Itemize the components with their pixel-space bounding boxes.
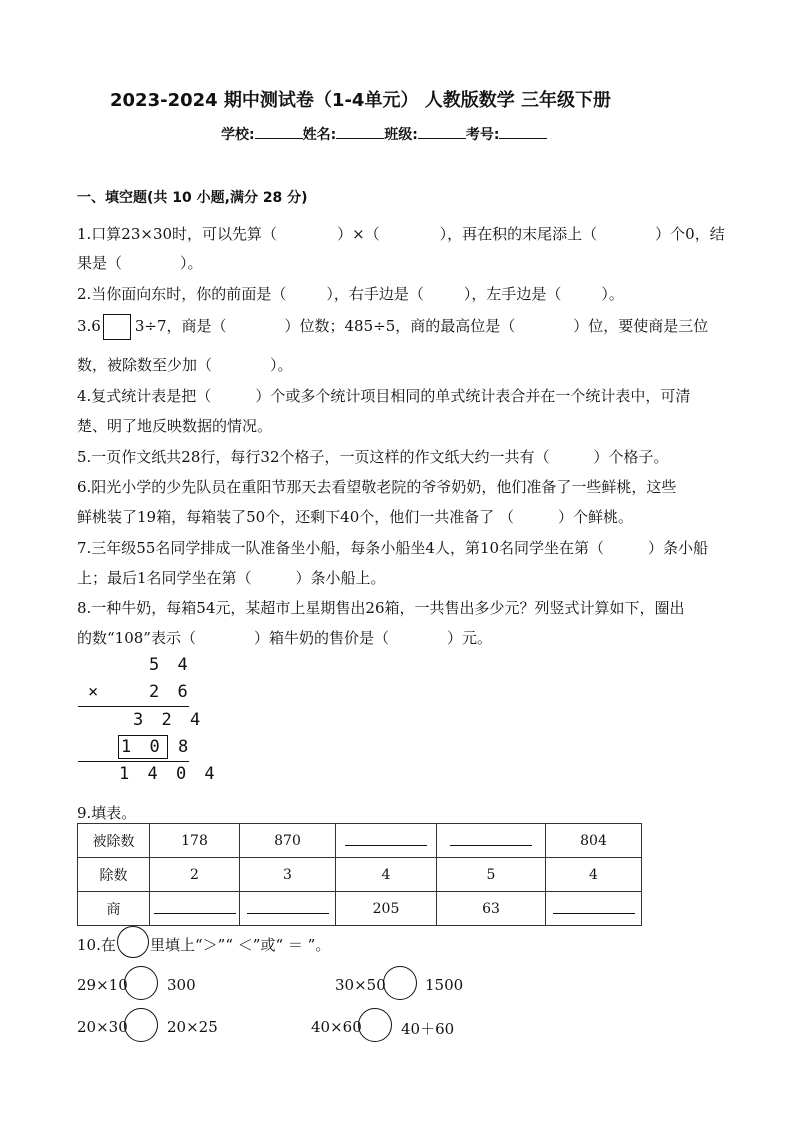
- question-6-line-1: [77, 476, 676, 497]
- table-cell: 63: [437, 892, 546, 926]
- q1-text-f: ）。: [180, 254, 203, 272]
- answer-cell[interactable]: [437, 824, 546, 858]
- class-label: 班级:: [384, 127, 418, 143]
- q7-text-c: 上；最后1名同学坐在第（: [77, 569, 252, 587]
- q10-item-3-circle[interactable]: [124, 1008, 158, 1042]
- answer-blank[interactable]: [553, 899, 635, 914]
- q10-item-3-right: 20×25: [167, 1018, 218, 1036]
- q10-item-1-circle[interactable]: [124, 966, 158, 1000]
- calc-rule-2: [78, 761, 189, 762]
- q3-digit-box[interactable]: [103, 314, 131, 340]
- class-field[interactable]: [418, 126, 466, 139]
- answer-blank[interactable]: [247, 899, 329, 914]
- row-header: 商: [78, 892, 150, 926]
- question-4-line-2: [77, 415, 272, 436]
- name-field[interactable]: [336, 126, 384, 139]
- school-label: 学校:: [221, 127, 255, 143]
- q10-item-4-circle[interactable]: [358, 1008, 392, 1042]
- q3-text-b: 3÷7，商是（: [134, 317, 227, 335]
- table-cell: 205: [336, 892, 437, 926]
- table-cell: 4: [336, 858, 437, 892]
- school-field[interactable]: [255, 126, 303, 139]
- question-1-line-2: [77, 252, 203, 273]
- table-row: [78, 892, 642, 926]
- q1-text-e: 果是（: [77, 254, 123, 272]
- q1-text-c: ），再在积的末尾添上（: [439, 225, 598, 243]
- calc-multiplier: 2 6: [149, 682, 192, 702]
- answer-cell[interactable]: [546, 892, 642, 926]
- answer-cell[interactable]: [240, 892, 336, 926]
- q1-text-d: ）个0，结: [655, 225, 725, 243]
- q6-text-a: 6.阳光小学的少先队员在重阳节那天去看望敬老院的爷爷奶奶，他们准备了一些鲜桃，这些: [77, 478, 677, 496]
- q3-text-c: ）位数；485÷5，商的最高位是（: [284, 317, 516, 335]
- q2-text-c: ），左手边是（: [463, 285, 562, 303]
- row-header: 被除数: [78, 824, 150, 858]
- table-cell: 178: [150, 824, 240, 858]
- q4-text-c: 楚、明了地反映数据的情况。: [77, 417, 273, 435]
- page-title: 2023-2024 期中测试卷（1-4单元） 人教版数学 三年级下册: [110, 90, 611, 111]
- calc-partial-2: 1 0 8: [121, 737, 193, 757]
- question-1-line-1: [77, 223, 725, 244]
- table-cell: 2: [150, 858, 240, 892]
- answer-blank[interactable]: [154, 899, 236, 914]
- q10-item-1-right: 300: [167, 976, 196, 994]
- table-row: [78, 824, 642, 858]
- number-label: 考号:: [465, 127, 500, 143]
- question-2: [77, 283, 624, 304]
- q2-text-d: ）。: [601, 285, 624, 303]
- table-cell: 3: [240, 858, 336, 892]
- question-4-line-1: [77, 385, 690, 406]
- q2-text-a: 2.当你面向东时，你的前面是（: [77, 285, 287, 303]
- question-8-line-1: [77, 597, 685, 618]
- section-title: 一、填空题(共 10 小题,满分 28 分): [77, 190, 308, 206]
- table-cell: 4: [546, 858, 642, 892]
- q8-text-d: ）元。: [446, 629, 492, 647]
- calc-rule-1: [78, 706, 189, 707]
- division-table: [77, 823, 642, 926]
- question-10-label-a: 10.在: [77, 936, 116, 954]
- table-cell: 870: [240, 824, 336, 858]
- answer-cell[interactable]: [150, 892, 240, 926]
- q10-item-2-right: 1500: [425, 976, 464, 994]
- question-6-line-2: [77, 506, 633, 527]
- question-7-line-1: [77, 537, 708, 558]
- table-row: [78, 858, 642, 892]
- q1-text-b: ）×（: [337, 225, 380, 243]
- answer-blank[interactable]: [345, 831, 427, 846]
- q5-text-a: 5.一页作文纸共28行，每行32个格子，一页这样的作文纸大约一共有（: [77, 448, 550, 466]
- question-7-line-2: [77, 567, 386, 588]
- answer-blank[interactable]: [450, 831, 532, 846]
- q3-text-d: ）位，要使商是三位: [573, 317, 709, 335]
- q1-text-a: 1.口算23×30时，可以先算（: [77, 225, 278, 243]
- q4-text-a: 4.复式统计表是把（: [77, 387, 212, 405]
- q6-text-c: ）个鲜桃。: [558, 508, 634, 526]
- student-info-line: [221, 124, 547, 144]
- question-3-line-2: [77, 354, 293, 375]
- q10-item-4-left: 40×60: [311, 1018, 362, 1036]
- number-field[interactable]: [499, 126, 547, 139]
- q5-text-b: ）个格子。: [593, 448, 669, 466]
- name-label: 姓名:: [302, 127, 337, 143]
- q3-text-a: 3.6: [77, 317, 101, 335]
- q10-sample-circle: [117, 926, 149, 958]
- q4-text-b: ）个或多个统计项目相同的单式统计表合并在一个统计表中，可清: [255, 387, 691, 405]
- calc-times-sign: ×: [88, 682, 103, 702]
- q7-text-d: ）条小船上。: [295, 569, 386, 587]
- calc-partial-1: 3 2 4: [133, 710, 205, 730]
- q7-text-a: 7.三年级55名同学排成一队准备坐小船，每条小船坐4人，第10名同学坐在第（: [77, 539, 605, 557]
- question-8-line-2: [77, 627, 492, 648]
- table-cell: 5: [437, 858, 546, 892]
- question-10-label-b: 里填上“＞”“ ＜”或“ ＝ ”。: [150, 936, 331, 954]
- q3-text-e: 数，被除数至少加（: [77, 356, 213, 374]
- q7-text-b: ）条小船: [648, 539, 709, 557]
- table-cell: 804: [546, 824, 642, 858]
- q10-item-3-left: 20×30: [77, 1018, 128, 1036]
- question-5: [77, 446, 669, 467]
- q10-item-4-right: 40＋60: [401, 1020, 455, 1038]
- question-3-line-1: [77, 314, 708, 340]
- q10-item-2-circle[interactable]: [383, 966, 417, 1000]
- q8-text-a: 8.一种牛奶，每箱54元，某超市上星期售出26箱，一共售出多少元？列竖式计算如下，圈出: [77, 599, 685, 617]
- q10-item-2-left: 30×50: [335, 976, 386, 994]
- row-header: 除数: [78, 858, 150, 892]
- question-9-label: 9.填表。: [77, 804, 137, 822]
- q2-text-b: ），右手边是（: [326, 285, 424, 303]
- q6-text-b: 鲜桃装了19箱，每箱装了50个，还剩下40个，他们一共准备了 （: [77, 508, 515, 526]
- q8-text-c: ）箱牛奶的售价是（: [253, 629, 389, 647]
- q8-text-b: 的数“108”表示（: [77, 629, 196, 647]
- calc-multiplicand: 5 4: [149, 655, 192, 675]
- q10-item-1-left: 29×10: [77, 976, 128, 994]
- q3-text-f: ）。: [270, 356, 293, 374]
- answer-cell[interactable]: [336, 824, 437, 858]
- calc-result: 1 4 0 4: [119, 764, 219, 784]
